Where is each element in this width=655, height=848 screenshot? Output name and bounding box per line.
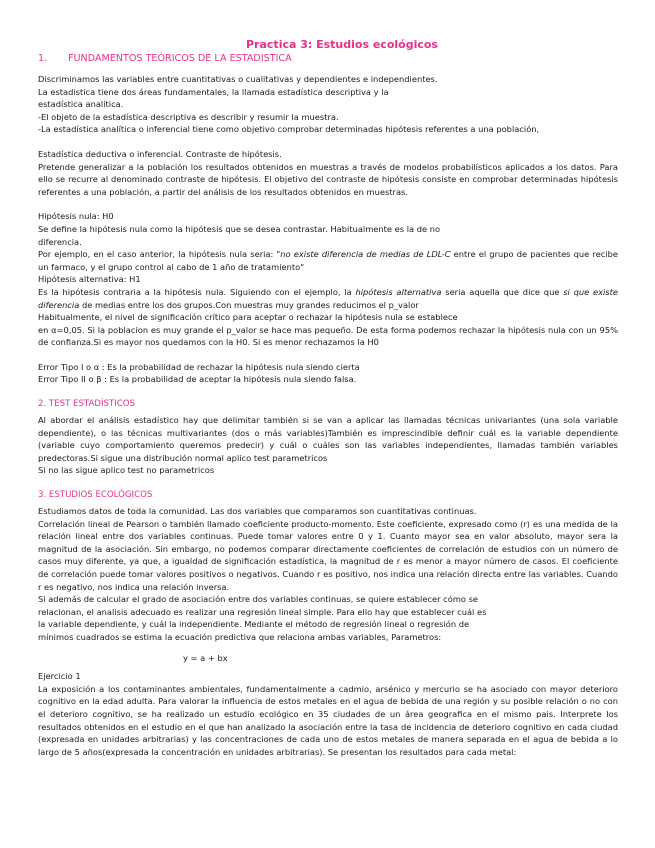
exercise-title: Ejercicio 1 (38, 671, 81, 682)
s2-paragraph: Al abordar el análisis estadístico hay que delimitar también si se van a aplicar las llamadas técnicas univariantes (una sola variable dependiente), o las técnicas multivariantes (dos o más variables)También es imprescindible definir cuál es la variable dependiente (variable cuyo comportamiento queremos predecir) y cuál o cuáles son las variables independientes, llamadas también variables predectoras.Si sigue una distribución normal aplico test parametricos (38, 415, 618, 463)
h0-title: Hipótesis nula: H0 (38, 211, 114, 222)
s3-pearson-paragraph: Correlación lineal de Pearson o también llamado coeficiente producto-momento. Este coeficiente, expresado como (r) es una medida de la relación lineal entre dos variables continuas. Puede tomar valores entre 0 y 1. Cuanto mayor sea en valor absoluto, mayor sera la magnitud de la asociación. Sin embargo, no podemos comparar directamente coeficientes de correlación de estudios con un número de casos muy diferente, ya que, a igualdad de significación estadística, la magnitud de r es menor a mayor número de casos. El coeficiente de correlación puede tomar valores positivos o negativos. Cuando r es positivo, nos indica una relación directa entre las variables. Cuando r es negativo, nos indica una relación inversa. (38, 518, 618, 592)
s2-last-line: Si no las sigue aplico test no parametricos (38, 465, 215, 476)
h0-line-2: diferencia. (38, 236, 82, 247)
document-title: Practica 3: Estudios ecológicos (246, 38, 438, 51)
s1-line-5: -La estadística analítica o inferencial tiene como objetivo comprobar determinadas hipótesis referentes a una población, (38, 124, 540, 135)
significance-line-1: Habitualmente, el nivel de significación crítico para aceptar o rechazar la hipótesis nula se establece (38, 312, 458, 323)
s3-line-6: mínimos cuadrados se estima la ecuación predictiva que relaciona ambas variables, Parametros: (38, 631, 442, 642)
significance-line-2: en α=0,05. Si la poblacion es muy grande el p_valor se hace mas pequeño. De esta forma podemos rechazar la hipótesis nula con un 95% de confianza.Si es mayor nos quedamos con la H0. Si es menor rechazamos la H0 (38, 324, 618, 348)
s3-line-1: Estudiamos datos de toda la comunidad. Las dos variables que comparamos son cuantitativas continuas. (38, 506, 477, 517)
h0-line-1: Se define la hipótesis nula como la hipótesis que se desea contrastar. Habitualmente es la de no (38, 223, 441, 234)
s1-line-1: Discriminamos las variables entre cuantitativas o cualitativas y dependientes e independientes. (38, 74, 438, 84)
error-type-2: Error Tipo II o β : Es la probabilidad de aceptar la hipótesis nula siendo falsa. (38, 374, 357, 385)
deductiva-paragraph: Pretende generalizar a la población los resultados obtenidos en muestras a través de modelos probabilísticos aplicados a los datos. Para ello se recurre al denominado contraste de hipótesis. El objetivo del contraste de hipótesis consiste en comprobar determinadas hipótesis referentes a una población, a partir del análisis de los resultados obtenidos en muestras. (38, 161, 618, 197)
deductiva-heading: Estadística deductiva o inferencial. Contraste de hipótesis. (38, 148, 282, 159)
s1-line-2: La estadistica tiene dos áreas fundamentales, la llamada estadística descriptiva y la (38, 86, 389, 97)
h0-example: Por ejemplo, en el caso anterior, la hipótesis nula seria: "no existe diferencia de medias de LDL-C entre el grupo de pacientes que recibe un farmaco, y el grupo control al cabo de 1 año de tratamiento" (38, 249, 618, 272)
section-3-heading: 3. ESTUDIOS ECOLÓGICOS (38, 490, 153, 501)
regression-formula: y = a + bx (183, 652, 228, 663)
s1-line-3: estadística analítica. (38, 99, 124, 110)
error-type-1: Error Tipo I o α : Es la probabilidad de rechazar la hipótesis nula siendo cierta (38, 361, 360, 372)
s3-line-5: la variable dependiente, y cuál la independiente. Mediante el método de regresión lineal o regresión de (38, 619, 470, 630)
s3-line-3: Si además de calcular el grado de asociación entre dos variables continuas, se quiere establecer cómo se (38, 594, 479, 605)
h1-paragraph: Es la hipótesis contraria a la hipótesis nula. Siguiendo con el ejemplo, la hipótesis alternativa seria aquella que dice que si que existe diferencia de medias entre los dos grupos.Con muestras muy grandes reducimos el p_valor (38, 286, 618, 310)
section-2-heading: 2. TEST ESTADÍSTICOS (38, 399, 136, 410)
exercise-paragraph: La exposición a los contaminantes ambientales, fundamentalmente a cadmio, arsénico y mercurio se ha asociado con mayor deterioro cognitivo en la edad adulta. Para valorar la influencia de estos metales en el agua de bebida de una región y su posible relación o no con el deterioro cognitivo, se ha realizado un estudio ecológico en 35 ciudades de un área geografica en el mismo pais. Interprete los resultados obtenidos en el estudio en el que han analizado la asociación entre la tasa de incidencia de deterioro cognitivo en cada ciudad (expresada en unidades arbitrarias) y las concentraciones de cada uno de estos metales de manera separada en el agua de bebida a lo largo de 5 años(expresada la concentración en unidades arbitrarias). Se presentan los resultados para cada metal: (38, 683, 618, 757)
section-1-heading (38, 52, 618, 65)
section-1-title: FUNDAMENTOS TEÓRICOS DE LA ESTADISTICA (68, 53, 292, 64)
s3-line-4: relacionan, el analisis adecuado es realizar una regresión lineal simple. Para ello hay que establecer cuál es (38, 606, 487, 617)
document-page (38, 38, 618, 758)
s1-line-4: -El objeto de la estadística descriptiva es describir y resumir la muestra. (38, 111, 339, 122)
section-1-number: 1. (38, 53, 48, 64)
h1-title: Hipótesis alternativa: H1 (38, 274, 141, 285)
